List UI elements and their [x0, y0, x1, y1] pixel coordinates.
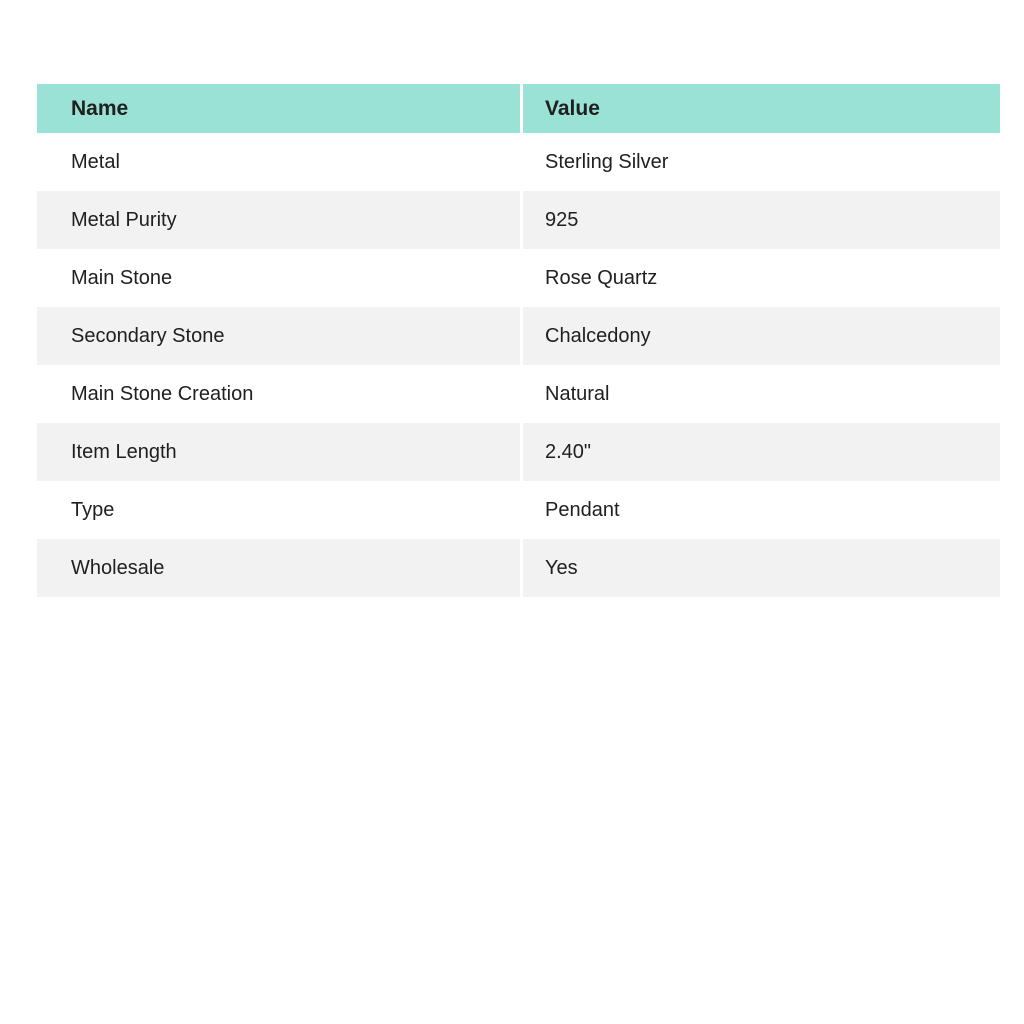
- table-cell-name: [37, 191, 523, 249]
- spec-value: Chalcedony: [545, 324, 651, 347]
- table-row: [37, 539, 1000, 597]
- spec-name: Main Stone: [71, 266, 173, 289]
- table-cell-name: [37, 365, 523, 423]
- spec-name: Metal Purity: [71, 208, 177, 231]
- spec-name: Main Stone Creation: [71, 382, 254, 405]
- table-cell-value: [523, 133, 1000, 191]
- table-row: [37, 365, 1000, 423]
- spec-value: Sterling Silver: [545, 150, 669, 173]
- column-header-name: [37, 84, 523, 133]
- table-header-row: [37, 84, 1000, 133]
- spec-name: Type: [71, 498, 115, 521]
- item-specifics-table: [37, 84, 1000, 597]
- table-row: [37, 307, 1000, 365]
- table-cell-value: [523, 307, 1000, 365]
- spec-value: 2.40": [545, 440, 592, 463]
- table-cell-value: [523, 191, 1000, 249]
- table-cell-name: [37, 249, 523, 307]
- spec-name: Secondary Stone: [71, 324, 225, 347]
- table-cell-value: [523, 365, 1000, 423]
- spec-name: Item Length: [71, 440, 177, 463]
- table-row: [37, 423, 1000, 481]
- spec-value: Yes: [545, 556, 578, 579]
- table-cell-name: [37, 423, 523, 481]
- table-row: [37, 133, 1000, 191]
- table-row: [37, 249, 1000, 307]
- spec-name: Metal: [71, 150, 120, 173]
- table-cell-value: [523, 249, 1000, 307]
- spec-value: 925: [545, 208, 579, 231]
- table-cell-value: [523, 539, 1000, 597]
- table-cell-name: [37, 481, 523, 539]
- table-cell-name: [37, 133, 523, 191]
- column-header-value-label: Value: [545, 96, 600, 120]
- spec-name: Wholesale: [71, 556, 165, 579]
- table-cell-name: [37, 307, 523, 365]
- column-header-name-label: Name: [71, 96, 129, 120]
- table-row: [37, 191, 1000, 249]
- table-row: [37, 481, 1000, 539]
- table-cell-name: [37, 539, 523, 597]
- table-cell-value: [523, 481, 1000, 539]
- spec-value: Rose Quartz: [545, 266, 658, 289]
- spec-value: Pendant: [545, 498, 620, 521]
- table-cell-value: [523, 423, 1000, 481]
- column-header-value: [523, 84, 1000, 133]
- spec-value: Natural: [545, 382, 610, 405]
